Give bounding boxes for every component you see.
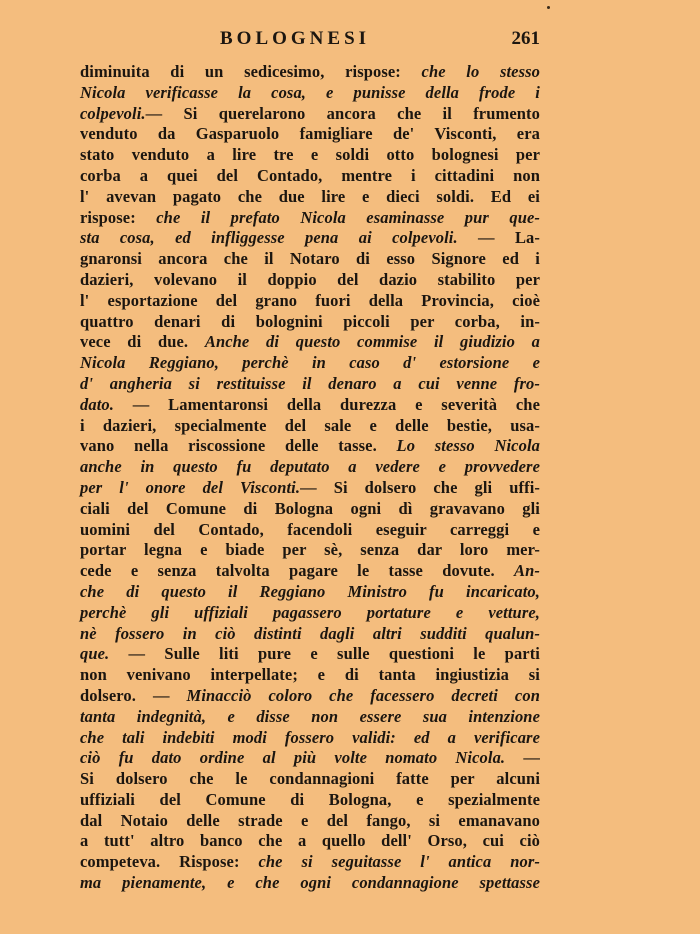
text-line (80, 124, 540, 145)
text-line (80, 665, 540, 686)
text-line (80, 270, 540, 291)
body-text (80, 62, 540, 894)
text-segment: uomini del Contado, facendoli eseguir carreggi e (80, 519, 540, 539)
text-segment: dazieri, volevano il doppio del dazio stabilito per (80, 269, 540, 289)
italic-segment: d' angheria si restituisse il denaro a cui venne fro- (80, 373, 540, 393)
text-line (80, 728, 540, 749)
text-line (80, 748, 540, 769)
text-line (80, 104, 540, 125)
italic-segment: per l' onore del Visconti. (80, 477, 301, 497)
text-line (80, 457, 540, 478)
italic-segment: Nicola verificasse la cosa, e punisse della frode i (80, 82, 540, 102)
text-line (80, 416, 540, 437)
italic-segment: ciò fu dato ordine al più volte nomato Nicola. (80, 748, 506, 768)
italic-segment: Anche di questo commise il giudizio a (204, 332, 540, 352)
text-line (80, 520, 540, 541)
text-segment: vece di due. (80, 332, 205, 352)
page-number: 261 (511, 28, 540, 49)
text-segment: — La- (457, 228, 541, 248)
italic-segment: perchè gli uffiziali pagassero portature e vetture, (80, 602, 540, 622)
text-segment: vano nella riscossione delle tasse. (80, 436, 397, 456)
text-line (80, 83, 540, 104)
text-segment: rispose: (80, 207, 157, 227)
text-line (80, 644, 540, 665)
text-segment: — Si dolsero che gli uffi- (300, 477, 540, 497)
text-line (80, 187, 540, 208)
text-segment: l' esportazione del grano fuori della Provincia, cioè (80, 290, 540, 310)
italic-segment: Nicola Reggiano, perchè in caso d' estorsione e (80, 353, 540, 373)
text-line (80, 249, 540, 270)
text-segment: — (505, 748, 540, 768)
text-line (80, 312, 540, 333)
italic-segment: An- (514, 561, 540, 581)
italic-segment: colpevoli. (80, 103, 146, 123)
text-line (80, 540, 540, 561)
text-line (80, 208, 540, 229)
text-segment: uffiziali del Comune di Bologna, e spezialmente (80, 789, 540, 809)
text-line (80, 228, 540, 249)
ink-speck (547, 6, 550, 9)
text-line (80, 395, 540, 416)
text-line (80, 332, 540, 353)
italic-segment: che lo stesso (421, 62, 540, 81)
text-segment: dal Notaio delle strade e del fango, si emanavano (80, 810, 540, 830)
italic-segment: anche in questo fu deputato a vedere e provvedere (80, 457, 540, 477)
text-segment: corba a quei del Contado, mentre i cittadini non (80, 165, 540, 185)
italic-segment: sta cosa, ed infliggesse pena ai colpevoli. (80, 228, 458, 248)
italic-segment: che si seguitasse l' antica nor- (258, 852, 540, 872)
text-line (80, 769, 540, 790)
text-line (80, 145, 540, 166)
text-segment: competeva. Rispose: (80, 852, 259, 872)
text-line (80, 811, 540, 832)
italic-segment: Minacciò coloro che facessero decreti con (186, 685, 540, 705)
text-line (80, 374, 540, 395)
text-line (80, 499, 540, 520)
text-segment: — Sulle liti pure e sulle questioni le parti (109, 644, 540, 664)
text-segment: Si dolsero che le condannagioni fatte per alcuni (80, 769, 540, 789)
text-line (80, 436, 540, 457)
text-segment: stato venduto a lire tre e soldi otto bolognesi per (80, 145, 540, 165)
text-segment: ciali del Comune di Bologna ogni dì gravavano gli (80, 498, 540, 518)
text-segment: portar legna e biade per sè, senza dar loro mer- (80, 540, 540, 560)
text-segment: gnaronsi ancora che il Notaro di esso Signore ed i (80, 249, 540, 269)
italic-segment: nè fossero in ciò distinti dagli altri sudditi qualun- (80, 623, 540, 643)
text-segment: venduto da Gasparuolo famigliare de' Visconti, era (80, 124, 540, 144)
text-line (80, 831, 540, 852)
running-head (80, 28, 540, 54)
text-line (80, 873, 540, 894)
italic-segment: che il prefato Nicola esaminasse pur que- (156, 207, 540, 227)
text-line (80, 291, 540, 312)
text-line (80, 603, 540, 624)
text-segment: cede e senza talvolta pagare le tasse dovute. (80, 561, 515, 581)
italic-segment: che tali indebiti modi fossero validi: ed a verificare (80, 727, 540, 747)
text-segment: quattro denari di bolognini piccoli per corba, in- (80, 311, 540, 331)
text-line (80, 561, 540, 582)
italic-segment: que. (80, 644, 110, 664)
text-line (80, 852, 540, 873)
text-segment: a tutt' altro banco che a quello dell' Orso, cui ciò (80, 831, 540, 851)
italic-segment: che di questo il Reggiano Ministro fu incaricato, (80, 581, 540, 601)
text-segment: diminuita di un sedicesimo, rispose: (80, 62, 422, 81)
text-segment: — Lamentaronsi della durezza e severità che (113, 394, 540, 414)
text-line (80, 707, 540, 728)
text-segment: — Si querelarono ancora che il frumento (145, 103, 540, 123)
text-line (80, 62, 540, 83)
text-segment: i dazieri, specialmente del sale e delle bestie, usa- (80, 415, 540, 435)
text-segment: l' avevan pagato che due lire e dieci soldi. Ed ei (80, 186, 540, 206)
text-segment: dolsero. — (80, 685, 187, 705)
italic-segment: tanta indegnità, e disse non essere sua intenzione (80, 706, 540, 726)
text-line (80, 790, 540, 811)
text-line (80, 478, 540, 499)
text-line (80, 686, 540, 707)
italic-segment: dato. (80, 394, 114, 414)
text-line (80, 166, 540, 187)
text-line (80, 582, 540, 603)
running-title: BOLOGNESI (220, 28, 371, 49)
italic-segment: ma pienamente, e che ogni condannagione spettasse (80, 873, 540, 893)
text-line (80, 353, 540, 374)
text-segment: non venivano interpellate; e di tanta ingiustizia si (80, 665, 540, 685)
text-line (80, 624, 540, 645)
italic-segment: Lo stesso Nicola (396, 436, 540, 456)
